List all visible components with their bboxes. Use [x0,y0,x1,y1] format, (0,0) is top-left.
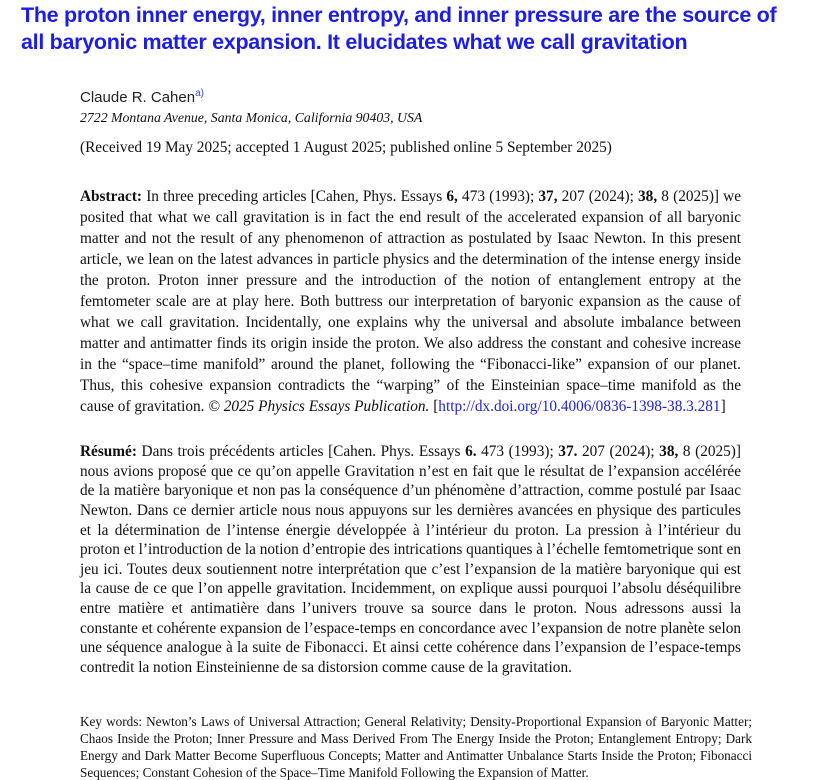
text-segment: 8 (2025)] nous avions proposé que ce qu’on appelle Gravitation n’est en fait que le résultat de l’expansion accélérée de la matière baryonique et non pas la conséquence d’un phénomène d’attraction, comme postulé par Isaac Newton. Dans ce dernier article nous nous appuyons sur les dernières avancées en physique des particules et la détermination de l’intense énergie développée à l’intérieur du proton. La pression à l’intérieur du proton et l’introduction de la notion d’entropie des intrications quantiques à l’échelle femtometrique sont en jeu ici. Toutes deux soutiennent notre interprétation que c’est l’expansion de la matière baryonique qui est la cause de ce que l’on appelle gravitation. Incidemment, on explique aussi pourquoi l’absolu déséquilibre entre matière et antimatière dans l’univers trouve sa source dans le proton. Nous adressons aussi la constante et cohérente expansion de l’espace-temps en concordance avec l’expansion de notre planète selon une séquence analogue à la suite de Fibonacci. Et ainsi cette cohérence dans l’expansion de l’espace-temps contredit la notion Einsteinienne de sa distorsion comme cause de la gravitation. [80,443,741,676]
text-segment: In three preceding articles [Cahen, Phys. Essays [142,188,447,206]
keywords-paragraph: Key words: Newton’s Laws of Universal Attraction; General Relativity; Density-Proportional Expansion of Baryonic Matter; Chaos Inside the Proton; Inner Pressure and Mass Derived From The Energy Inside the Proton; Entanglement Entropy; Dark Energy and Dark Matter Become Superfluous Concepts; Matter and Antimatter Unbalance Starts Inside the Proton; Fibonacci Sequences; Constant Cohesion of the Space–Time Manifold Following the Expansion of Matter. [80,714,752,780]
text-segment: [ [429,398,439,416]
doi-link[interactable]: http://dx.doi.org/10.4006/0836-1398-38.3.281 [438,398,721,416]
copyright-notice: © 2025 Physics Essays Publication. [208,398,430,416]
text-segment: 207 (2024); [557,188,639,206]
text-segment: 6. [465,443,477,461]
author-byline [80,89,204,106]
text-segment: 473 (1993); [457,188,539,206]
text-segment: Dans trois précédents articles [Cahen. Phys. Essays [136,443,466,461]
resume-paragraph [80,442,741,677]
resume-label: Résumé: [80,443,137,461]
received-dates-line: (Received 19 May 2025; accepted 1 August 2025; published online 5 September 2025) [80,139,612,156]
author-name: Claude R. Cahen [80,89,196,106]
paper-title: The proton inner energy, inner entropy, and inner pressure are the source of all baryonic matter expansion. It elucidates what we call gravitation [21,3,777,54]
text-segment: 38, [638,188,658,206]
text-segment: 6, [446,188,458,206]
text-segment: 37, [538,188,558,206]
text-segment: 8 (2025)] we posited that what we call gravitation is in fact the end result of the accelerated expansion of all baryonic matter and not the result of any phenomenon of attraction as postulated by Isaac Newton. In this present article, we lean on the latest advances in particle physics and the determination of the intense energy inside the proton. Proton inner pressure and the introduction of the notion of entanglement entropy at the femtometer scale are at play here. Both buttress our interpretation of baryonic expansion as the cause of what we call gravitation. Incidentally, one explains why the universal and absolute imbalance between matter and antimatter finds its origin inside the proton. We also address the constant and cohesive increase in the “space–time manifold” around the planet, following the “Fibonacci-like” expansion of our planet. Thus, this cohesive expansion contradicts the “warping” of the Einsteinian space–time manifold as the cause of gravitation. [80,188,742,416]
text-segment: 473 (1993); [476,443,559,461]
author-address: 2722 Montana Avenue, Santa Monica, California 90403, USA [80,110,423,125]
abstract-paragraph [80,186,741,417]
text-segment: 38, [659,443,679,461]
author-affiliation-mark[interactable]: a) [195,88,204,99]
text-segment: 207 (2024); [577,443,660,461]
text-segment: ] [720,398,726,416]
text-segment: 37. [558,443,578,461]
abstract-label: Abstract: [80,188,143,206]
